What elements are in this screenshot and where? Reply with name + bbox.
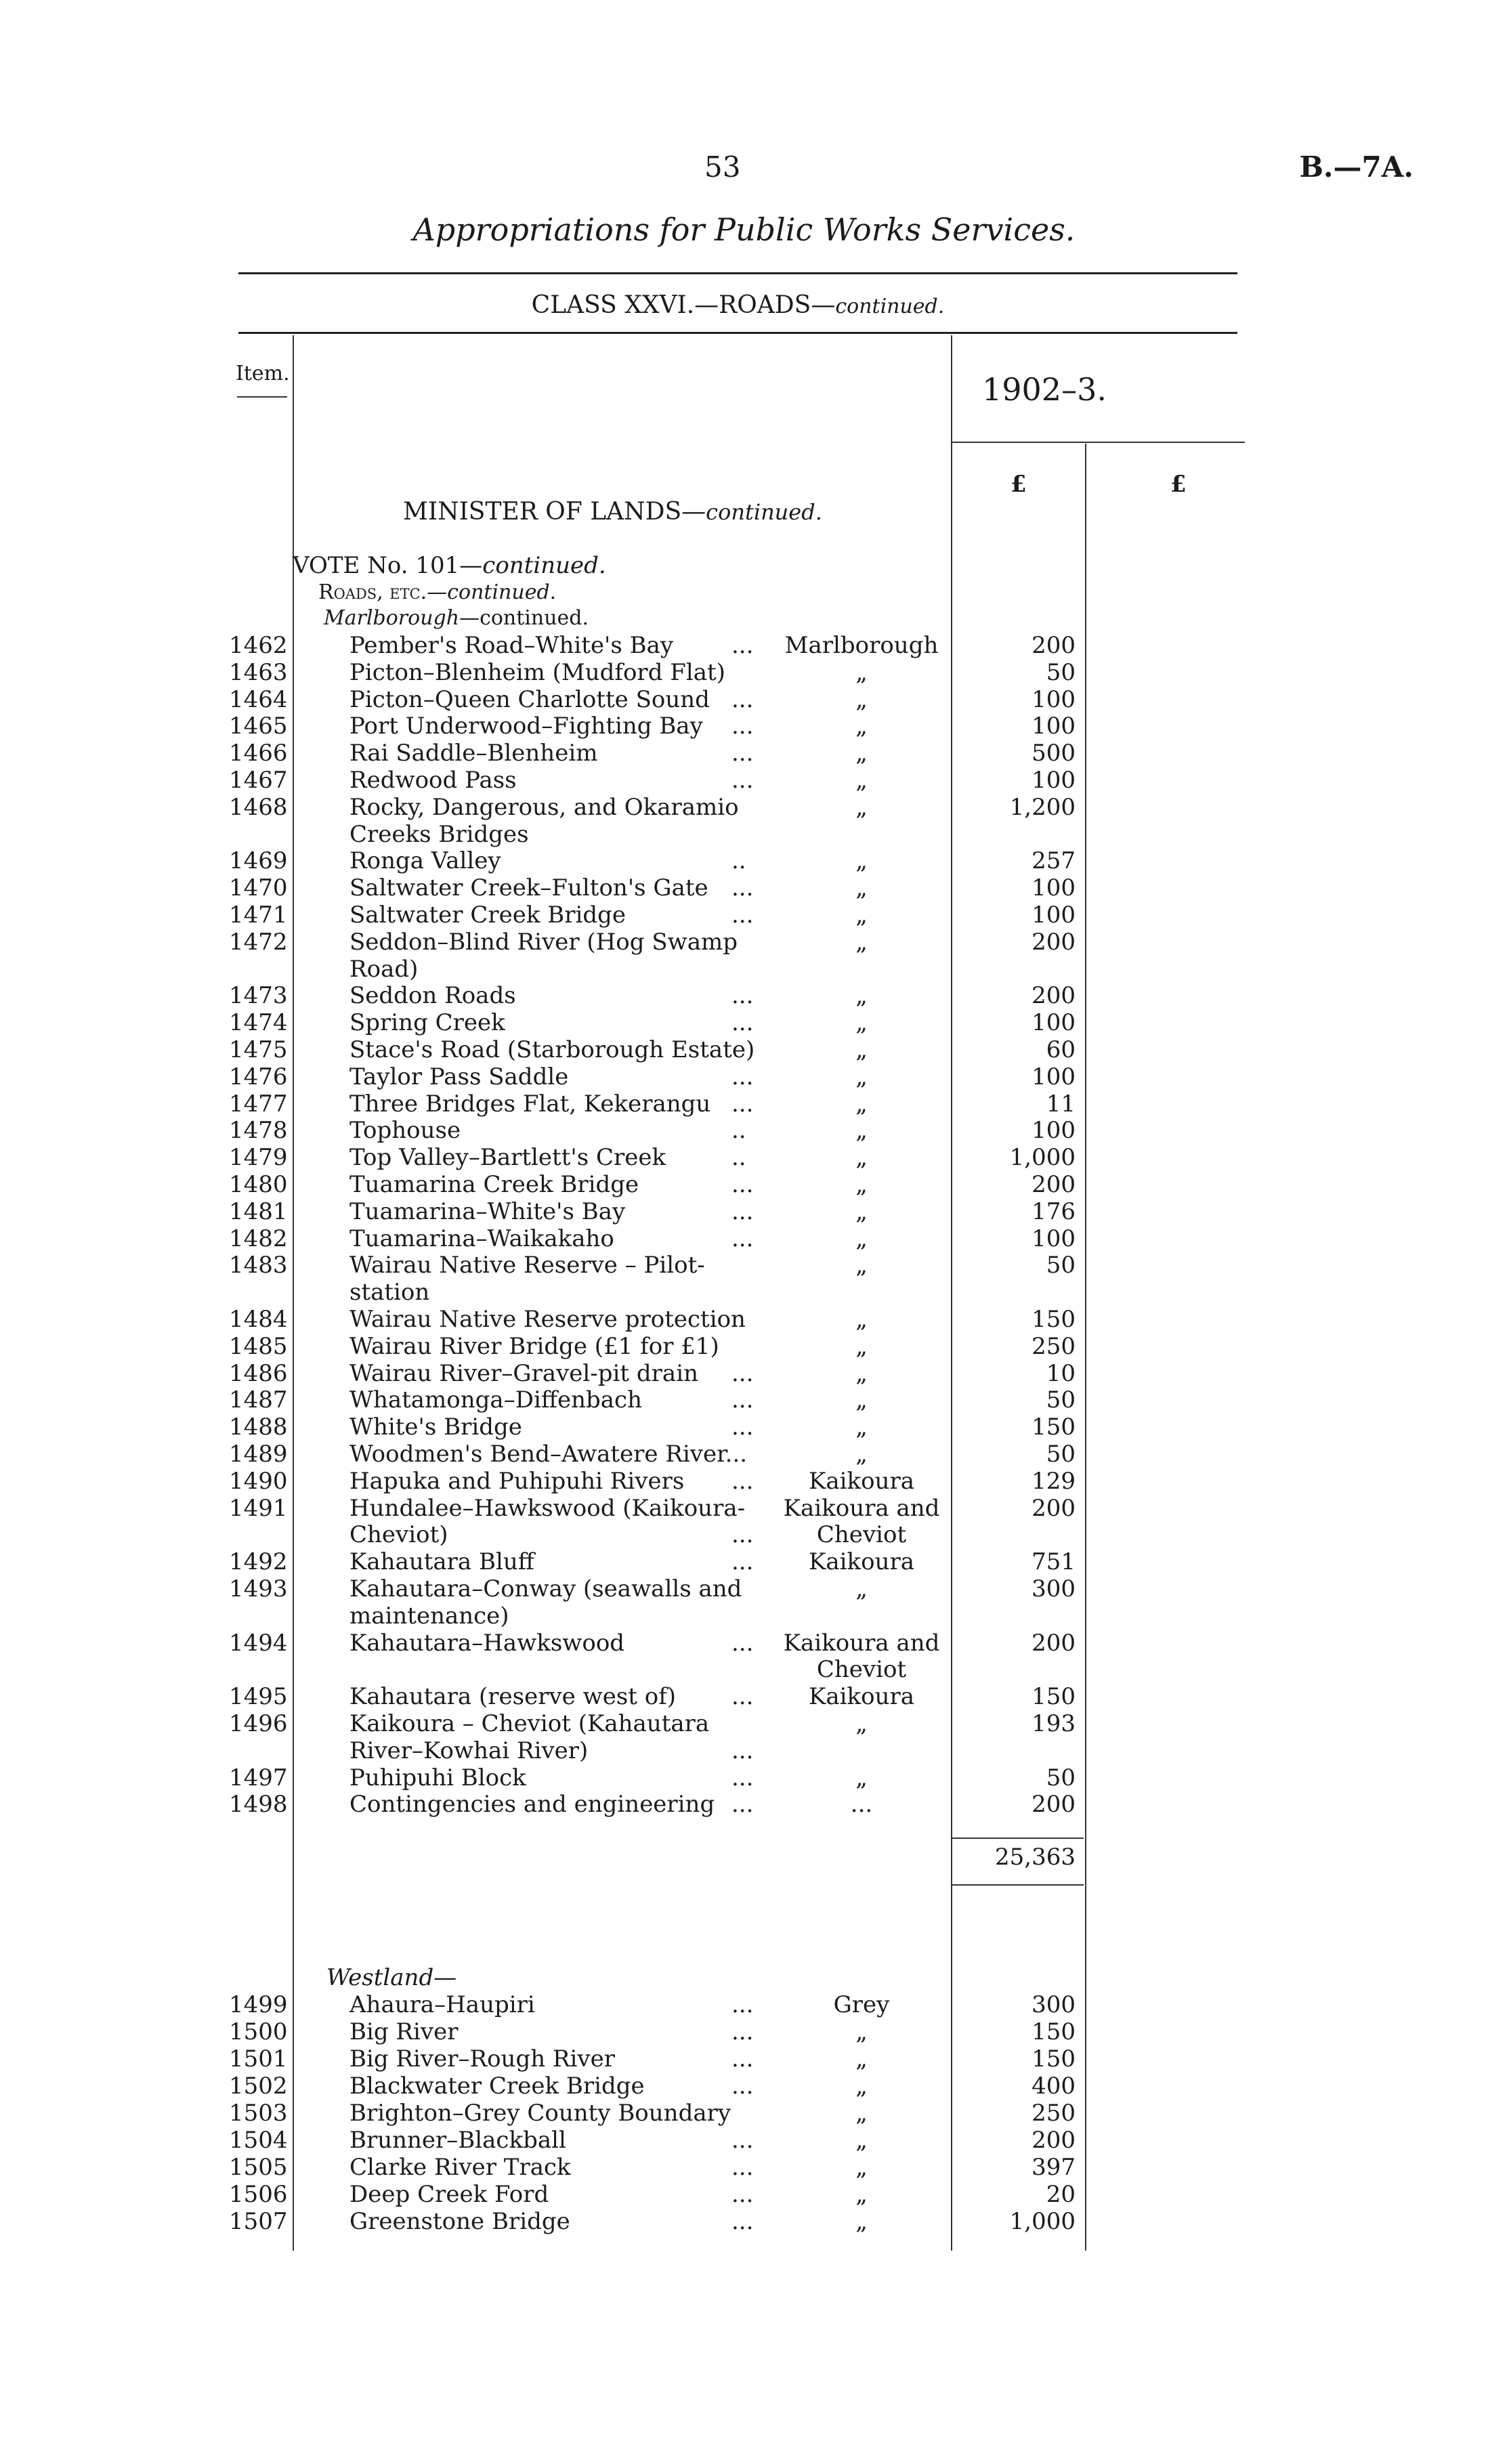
- amount: 11: [1046, 1090, 1076, 1118]
- road-name: Tuamarina Creek Bridge: [349, 1171, 639, 1198]
- item-number: 1490: [229, 1467, 288, 1495]
- item-number: 1469: [229, 847, 288, 875]
- road-name: Hapuka and Puhipuhi Rivers: [349, 1467, 685, 1495]
- page-title: Appropriations for Public Works Services.: [412, 211, 1076, 248]
- item-number: 1484: [229, 1306, 288, 1333]
- minister-heading-text: MINISTER OF LANDS—: [403, 498, 706, 526]
- road-name: Pember's Road–White's Bay: [349, 632, 674, 659]
- county-name: „: [855, 2181, 868, 2208]
- county-name: „: [855, 1117, 868, 1145]
- amount: 200: [1032, 1171, 1076, 1198]
- amount: 100: [1032, 685, 1076, 713]
- road-name: Clarke River Track: [349, 2154, 571, 2181]
- marlborough-total: 25,363: [995, 1844, 1076, 1871]
- amount: 176: [1032, 1197, 1076, 1225]
- item-number: 1480: [229, 1171, 288, 1198]
- item-number: 1498: [229, 1791, 288, 1819]
- item-number: 1502: [229, 2073, 288, 2100]
- county-name: „: [855, 1063, 868, 1090]
- item-number: 1500: [229, 2018, 288, 2045]
- county-name: Cheviot: [816, 1521, 907, 1549]
- road-name: Deep Creek Ford: [349, 2181, 549, 2208]
- road-name: Woodmen's Bend–Awatere River...: [349, 1441, 748, 1468]
- amount: 100: [1032, 713, 1076, 740]
- county-name: „: [855, 2018, 868, 2045]
- county-name: „: [855, 874, 868, 902]
- leader-dots: ...: [731, 1359, 754, 1387]
- marlborough-heading-suffix: —continued.: [459, 606, 589, 630]
- amount: 300: [1032, 1991, 1076, 2018]
- leader-dots: ...: [731, 1414, 754, 1441]
- road-name: Rai Saddle–Blenheim: [349, 740, 598, 767]
- county-name: „: [855, 1332, 868, 1360]
- road-name: Ahaura–Haupiri: [349, 1991, 535, 2018]
- leader-dots: ...: [731, 2045, 754, 2073]
- county-name: „: [855, 2208, 868, 2235]
- amount: 50: [1046, 1386, 1076, 1414]
- county-name: „: [855, 2100, 868, 2127]
- item-number: 1467: [229, 767, 288, 794]
- county-name: „: [855, 901, 868, 929]
- item-number: 1496: [229, 1710, 288, 1737]
- road-name: Road): [349, 955, 419, 983]
- road-name: Port Underwood–Fighting Bay: [349, 713, 703, 740]
- county-name: „: [855, 847, 868, 875]
- leader-dots: ...: [731, 1171, 754, 1198]
- road-name: Wairau River–Gravel-pit drain: [349, 1359, 698, 1387]
- amount: 50: [1046, 658, 1076, 686]
- pound-symbol-amount: £: [1011, 471, 1027, 498]
- item-number: 1499: [229, 1991, 288, 2018]
- subtotal-column-divider: [1085, 444, 1086, 2251]
- amount: 200: [1032, 928, 1076, 956]
- item-number: 1472: [229, 928, 288, 956]
- county-name: Marlborough: [784, 632, 939, 659]
- vote-heading-suffix: continued.: [482, 552, 606, 579]
- county-name: „: [855, 1710, 868, 1737]
- item-number: 1488: [229, 1414, 288, 1441]
- road-name: Taylor Pass Saddle: [349, 1063, 569, 1090]
- class-heading-text: CLASS XXVI.—ROADS—: [531, 291, 836, 319]
- county-name: „: [855, 982, 868, 1010]
- road-name: Kahautara–Hawkswood: [349, 1629, 625, 1657]
- road-name: Three Bridges Flat, Kekerangu: [349, 1090, 711, 1118]
- item-number: 1503: [229, 2100, 288, 2127]
- county-name: „: [855, 1090, 868, 1118]
- county-name: „: [855, 1359, 868, 1387]
- amount: 150: [1032, 2018, 1076, 2045]
- road-name: Rocky, Dangerous, and Okaramio: [349, 793, 739, 821]
- county-name: „: [855, 713, 868, 740]
- county-name: Kaikoura: [808, 1467, 915, 1495]
- item-number: 1483: [229, 1252, 288, 1279]
- road-name: Big River–Rough River: [349, 2045, 615, 2073]
- title-rule: [238, 272, 1237, 274]
- class-heading-suffix: continued.: [835, 295, 945, 318]
- leader-dots: ...: [731, 1991, 754, 2018]
- leader-dots: ...: [731, 901, 754, 929]
- road-name: Hundalee–Hawkswood (Kaikoura-: [349, 1494, 746, 1522]
- county-name: „: [855, 685, 868, 713]
- item-number: 1475: [229, 1036, 288, 1063]
- item-number: 1470: [229, 874, 288, 902]
- amount: 200: [1032, 982, 1076, 1010]
- leader-dots: ...: [731, 767, 754, 794]
- road-name: River–Kowhai River): [349, 1737, 589, 1764]
- road-name: Contingencies and engineering: [349, 1791, 715, 1819]
- amount: 100: [1032, 901, 1076, 929]
- roads-heading-suffix: continued.: [447, 580, 557, 604]
- amount: 150: [1032, 1683, 1076, 1711]
- road-name: maintenance): [349, 1602, 509, 1630]
- amount: 100: [1032, 874, 1076, 902]
- leader-dots: ...: [731, 1548, 754, 1576]
- item-number: 1479: [229, 1144, 288, 1172]
- amount: 250: [1032, 2100, 1076, 2127]
- road-name: Wairau Native Reserve – Pilot-: [349, 1252, 705, 1279]
- leader-dots: ..: [731, 847, 746, 875]
- item-column-header: Item.: [236, 362, 290, 385]
- amount: 200: [1032, 2127, 1076, 2154]
- leader-dots: ...: [731, 2073, 754, 2100]
- amount: 193: [1032, 1710, 1076, 1737]
- table-top-rule: [238, 332, 1237, 334]
- county-name: „: [855, 928, 868, 956]
- item-number: 1494: [229, 1629, 288, 1657]
- leader-dots: ...: [731, 740, 754, 767]
- item-number: 1473: [229, 982, 288, 1010]
- amount: 257: [1032, 847, 1076, 875]
- road-name: Wairau Native Reserve protection: [349, 1306, 746, 1333]
- amount: 397: [1032, 2154, 1076, 2181]
- leader-dots: ...: [731, 1683, 754, 1711]
- document-reference: B.—7A.: [1299, 150, 1413, 184]
- county-name: „: [855, 1386, 868, 1414]
- county-name: Kaikoura: [808, 1683, 915, 1711]
- amount: 100: [1032, 1063, 1076, 1090]
- road-name: Saltwater Creek–Fulton's Gate: [349, 874, 708, 902]
- amount: 1,000: [1009, 1144, 1076, 1172]
- total-rule-bottom: [951, 1884, 1084, 1886]
- county-name: „: [855, 1144, 868, 1172]
- leader-dots: ...: [731, 2127, 754, 2154]
- leader-dots: ...: [731, 2208, 754, 2235]
- county-name: „: [855, 2073, 868, 2100]
- page-number: 53: [704, 150, 741, 184]
- marlborough-region: Marlborough: [324, 606, 460, 630]
- leader-dots: ...: [731, 1197, 754, 1225]
- vote-heading-text: VOTE No. 101—: [293, 552, 483, 579]
- road-name: Tophouse: [349, 1117, 461, 1145]
- item-number: 1506: [229, 2181, 288, 2208]
- county-name: „: [855, 1306, 868, 1333]
- amount: 150: [1032, 2045, 1076, 2073]
- road-name: Kahautara (reserve west of): [349, 1683, 677, 1711]
- road-name: Seddon–Blind River (Hog Swamp: [349, 928, 738, 956]
- road-name: Wairau River Bridge (£1 for £1): [349, 1332, 719, 1360]
- leader-dots: ...: [731, 1629, 754, 1657]
- item-column-divider: [293, 335, 294, 2251]
- item-number: 1463: [229, 658, 288, 686]
- leader-dots: ...: [731, 1764, 754, 1791]
- road-name: Kahautara–Conway (seawalls and: [349, 1575, 742, 1602]
- road-name: Picton–Blenheim (Mudford Flat): [349, 658, 725, 686]
- amount-column-divider: [951, 335, 952, 2251]
- amount: 50: [1046, 1764, 1076, 1791]
- item-number: 1492: [229, 1548, 288, 1576]
- road-name: Blackwater Creek Bridge: [349, 2073, 645, 2100]
- amount: 60: [1046, 1036, 1076, 1063]
- leader-dots: ...: [731, 1467, 754, 1495]
- county-name: „: [855, 2045, 868, 2073]
- road-name: White's Bridge: [349, 1414, 522, 1441]
- item-number: 1477: [229, 1090, 288, 1118]
- county-name: „: [855, 1252, 868, 1279]
- leader-dots: ...: [731, 2181, 754, 2208]
- item-number: 1486: [229, 1359, 288, 1387]
- road-name: Brighton–Grey County Boundary: [349, 2100, 731, 2127]
- county-name: „: [855, 1036, 868, 1063]
- item-number: 1487: [229, 1386, 288, 1414]
- road-name: Whatamonga–Diffenbach: [349, 1386, 642, 1414]
- item-number: 1481: [229, 1197, 288, 1225]
- county-name: „: [855, 2154, 868, 2181]
- roads-heading-text: Roads, etc.—: [318, 580, 448, 604]
- amount: 100: [1032, 1009, 1076, 1037]
- road-name: Tuamarina–Waikakaho: [349, 1225, 614, 1252]
- item-number: 1474: [229, 1009, 288, 1037]
- minister-heading-suffix: continued.: [706, 499, 822, 525]
- leader-dots: ...: [731, 685, 754, 713]
- item-number: 1501: [229, 2045, 288, 2073]
- road-name: station: [349, 1279, 430, 1307]
- amount: 10: [1046, 1359, 1076, 1387]
- county-name: „: [855, 1414, 868, 1441]
- leader-dots: ...: [731, 874, 754, 902]
- amount: 200: [1032, 1494, 1076, 1522]
- leader-dots: ...: [731, 1521, 754, 1549]
- amount: 751: [1032, 1548, 1076, 1576]
- county-name: „: [855, 1764, 868, 1791]
- county-name: Grey: [833, 1991, 890, 2018]
- amount: 100: [1032, 1117, 1076, 1145]
- item-number: 1471: [229, 901, 288, 929]
- amount: 100: [1032, 767, 1076, 794]
- item-number: 1505: [229, 2154, 288, 2181]
- item-number: 1507: [229, 2208, 288, 2235]
- amount: 250: [1032, 1332, 1076, 1360]
- leader-dots: ..: [731, 1117, 746, 1145]
- item-number: 1462: [229, 632, 288, 659]
- road-name: Tuamarina–White's Bay: [349, 1197, 626, 1225]
- leader-dots: ...: [731, 1737, 754, 1764]
- county-name: „: [855, 767, 868, 794]
- road-name: Picton–Queen Charlotte Sound: [349, 685, 710, 713]
- county-name: „: [855, 1575, 868, 1602]
- road-name: Big River: [349, 2018, 459, 2045]
- county-name: „: [855, 793, 868, 821]
- amount: 150: [1032, 1414, 1076, 1441]
- item-number: 1495: [229, 1683, 288, 1711]
- marlborough-heading: [324, 606, 589, 630]
- pound-symbol-total: £: [1170, 471, 1187, 498]
- road-name: Redwood Pass: [349, 767, 517, 794]
- class-heading: [238, 291, 1237, 319]
- item-number: 1482: [229, 1225, 288, 1252]
- amount: 100: [1032, 1225, 1076, 1252]
- leader-dots: ...: [731, 1386, 754, 1414]
- amount: 200: [1032, 1791, 1076, 1819]
- item-number: 1493: [229, 1575, 288, 1602]
- item-number: 1476: [229, 1063, 288, 1090]
- amount: 300: [1032, 1575, 1076, 1602]
- road-name: Puhipuhi Block: [349, 1764, 526, 1791]
- road-name: Kahautara Bluff: [349, 1548, 534, 1576]
- amount: 150: [1032, 1306, 1076, 1333]
- leader-dots: ...: [731, 982, 754, 1010]
- leader-dots: ...: [731, 1791, 754, 1819]
- road-name: Kaikoura – Cheviot (Kahautara: [349, 1710, 710, 1737]
- amount: 50: [1046, 1441, 1076, 1468]
- road-name: Spring Creek: [349, 1009, 505, 1037]
- leader-dots: ...: [731, 713, 754, 740]
- item-header-rule: [237, 396, 287, 398]
- county-name: „: [855, 1197, 868, 1225]
- amount: 129: [1032, 1467, 1076, 1495]
- amount: 1,000: [1009, 2208, 1076, 2235]
- roads-heading: [318, 580, 556, 604]
- leader-dots: ...: [731, 632, 754, 659]
- leader-dots: ..: [731, 1144, 746, 1172]
- minister-heading: [403, 498, 822, 526]
- year-header: 1902–3.: [982, 371, 1107, 408]
- road-name: Seddon Roads: [349, 982, 516, 1010]
- county-name: „: [855, 1441, 868, 1468]
- road-name: Creeks Bridges: [349, 820, 529, 848]
- leader-dots: ...: [731, 1225, 754, 1252]
- county-name: Kaikoura and: [783, 1494, 940, 1522]
- county-name: Cheviot: [816, 1656, 907, 1684]
- county-name: ...: [850, 1791, 873, 1819]
- county-name: „: [855, 2127, 868, 2154]
- county-name: Kaikoura and: [783, 1629, 940, 1657]
- road-name: Saltwater Creek Bridge: [349, 901, 626, 929]
- county-name: Kaikoura: [808, 1548, 915, 1576]
- leader-dots: ...: [731, 1009, 754, 1037]
- leader-dots: ...: [731, 2154, 754, 2181]
- leader-dots: ...: [731, 1063, 754, 1090]
- amount: 50: [1046, 1252, 1076, 1279]
- item-number: 1491: [229, 1494, 288, 1522]
- item-number: 1489: [229, 1441, 288, 1468]
- road-name: Cheviot): [349, 1521, 448, 1549]
- county-name: „: [855, 1225, 868, 1252]
- county-name: „: [855, 1009, 868, 1037]
- item-number: 1465: [229, 713, 288, 740]
- county-name: „: [855, 658, 868, 686]
- road-name: Brunner–Blackball: [349, 2127, 566, 2154]
- westland-heading: Westland—: [326, 1964, 457, 1991]
- amount: 500: [1032, 740, 1076, 767]
- road-name: Ronga Valley: [349, 847, 501, 875]
- item-number: 1485: [229, 1332, 288, 1360]
- item-number: 1478: [229, 1117, 288, 1145]
- item-number: 1464: [229, 685, 288, 713]
- leader-dots: ...: [731, 2018, 754, 2045]
- year-header-rule: [951, 442, 1245, 443]
- road-name: Top Valley–Bartlett's Creek: [349, 1144, 666, 1172]
- vote-heading: [293, 552, 606, 579]
- item-number: 1466: [229, 740, 288, 767]
- item-number: 1468: [229, 793, 288, 821]
- county-name: „: [855, 740, 868, 767]
- amount: 200: [1032, 632, 1076, 659]
- amount: 400: [1032, 2073, 1076, 2100]
- amount: 1,200: [1009, 793, 1076, 821]
- road-name: Greenstone Bridge: [349, 2208, 570, 2235]
- total-rule-top: [951, 1838, 1084, 1839]
- leader-dots: ...: [731, 1090, 754, 1118]
- item-number: 1504: [229, 2127, 288, 2154]
- item-number: 1497: [229, 1764, 288, 1791]
- road-name: Stace's Road (Starborough Estate): [349, 1036, 755, 1063]
- county-name: „: [855, 1171, 868, 1198]
- amount: 20: [1046, 2181, 1076, 2208]
- amount: 200: [1032, 1629, 1076, 1657]
